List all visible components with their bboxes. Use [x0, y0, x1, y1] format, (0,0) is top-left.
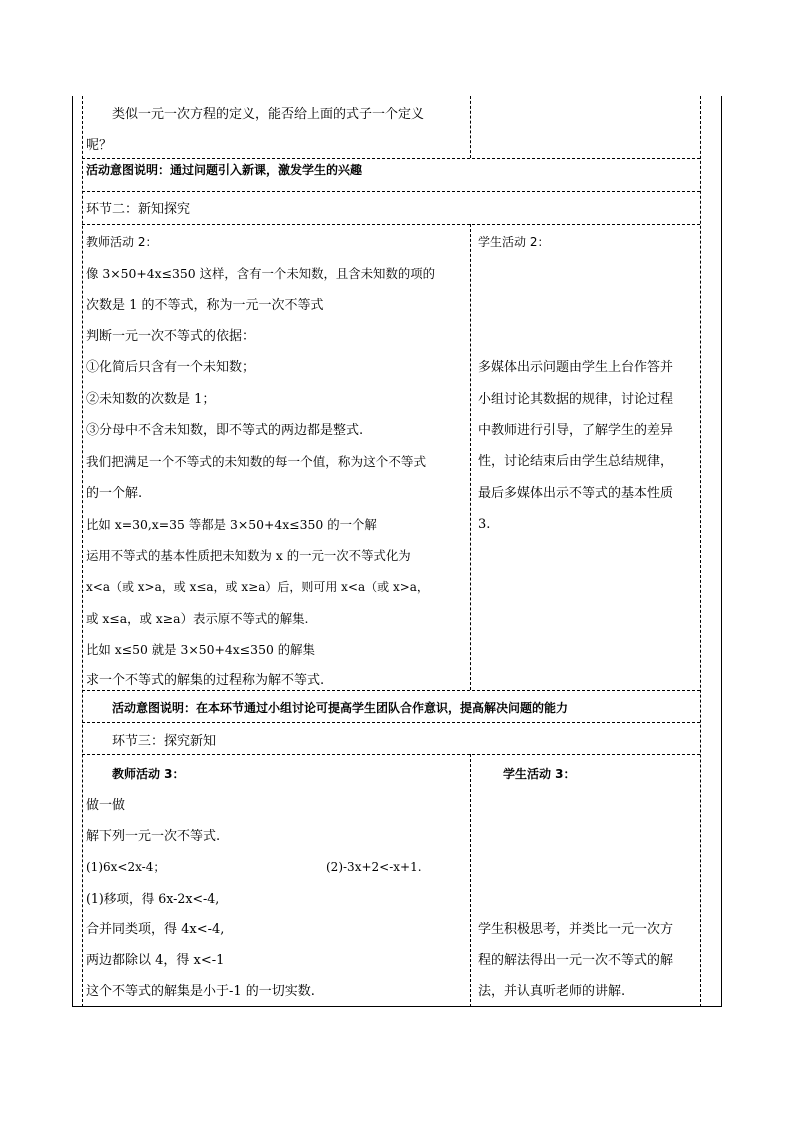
- text-line: 的一个解.: [86, 486, 143, 501]
- activity-intent-1: 活动意图说明：通过问题引入新课，激发学生的兴趣: [86, 163, 363, 177]
- text-line: 求一个不等式的解集的过程称为解不等式.: [86, 673, 325, 688]
- row-divider: [82, 158, 700, 159]
- text-line: 小组讨论其数据的规律，讨论过程: [478, 392, 674, 407]
- text-line: 运用不等式的基本性质把未知数为 x 的一元一次不等式化为: [86, 548, 411, 563]
- text-line: 多媒体出示问题由学生上台作答并: [478, 360, 674, 375]
- text-line: 两边都除以 4，得 x<-1: [86, 953, 225, 968]
- text-line: 最后多媒体出示不等式的基本性质: [478, 486, 674, 501]
- text-line: 法，并认真听老师的讲解.: [478, 984, 626, 999]
- text-line: 这个不等式的解集是小于-1 的一切实数.: [86, 984, 315, 999]
- text-line: 解下列一元一次不等式.: [86, 829, 221, 844]
- definition-question-cont: 呢？: [86, 138, 113, 153]
- inner-right-border: [700, 96, 701, 1007]
- teacher-activity-2-title: 教师活动 2：: [86, 235, 158, 249]
- text-line: 比如 x≤50 就是 3×50+4x≤350 的解集: [86, 642, 315, 657]
- text-line: 判断一元一次不等式的依据：: [86, 329, 256, 344]
- text-line: 像 3×50+4x≤350 这样，含有一个未知数，且含未知数的项的: [86, 266, 436, 281]
- section-title-3: 环节三：探究新知: [112, 734, 217, 749]
- row-divider: [82, 224, 700, 225]
- equation-2: (2)-3x+2<-x+1.: [326, 860, 422, 874]
- text-line: 合并同类项，得 4x<-4,: [86, 922, 225, 937]
- text-line: x<a（或 x>a，或 x≤a，或 x≥a）后，则可用 x<a（或 x>a，: [86, 580, 429, 594]
- text-line: 程的解法得出一元一次不等式的解: [478, 953, 674, 968]
- row-divider: [82, 191, 700, 192]
- row-divider: [82, 722, 700, 723]
- column-divider-r7: [470, 754, 471, 1007]
- text-line: 或 x≤a，或 x≥a）表示原不等式的解集.: [86, 611, 309, 626]
- equation-1: (1)6x<2x-4；: [86, 860, 166, 874]
- text-line: 性，讨论结束后由学生总结规律，: [478, 454, 674, 469]
- student-activity-3-title: 学生活动 3：: [503, 767, 576, 781]
- teacher-activity-3-title: 教师活动 3：: [112, 767, 185, 781]
- table-bottom-border: [72, 1006, 722, 1007]
- text-line: 做一做: [86, 798, 126, 813]
- text-line: 中教师进行引导，了解学生的差异: [478, 423, 674, 438]
- text-line: 我们把满足一个不等式的未知数的每一个值，称为这个不等式: [86, 454, 427, 469]
- text-line: ②未知数的次数是 1；: [86, 392, 216, 407]
- text-line: 次数是 1 的不等式，称为一元一次不等式: [86, 298, 324, 313]
- text-line: 比如 x=30,x=35 等都是 3×50+4x≤350 的一个解: [86, 517, 377, 532]
- activity-intent-2: 活动意图说明：在本环节通过小组讨论可提高学生团队合作意识，提高解决问题的能力: [112, 701, 569, 715]
- row-divider: [82, 754, 700, 755]
- row-divider: [82, 690, 700, 691]
- section-title-2: 环节二：新知探究: [86, 202, 191, 217]
- text-line: 学生积极思考，并类比一元一次方: [478, 922, 674, 937]
- text-line: (1)移项，得 6x-2x<-4,: [86, 891, 220, 906]
- column-divider-r1: [470, 96, 471, 158]
- table-left-border: [72, 96, 73, 1007]
- definition-question: 类似一元一次方程的定义，能否给上面的式子一个定义: [112, 107, 425, 122]
- inner-left-border: [82, 96, 83, 1007]
- text-line: ①化简后只含有一个未知数；: [86, 360, 256, 375]
- column-divider-r4: [470, 224, 471, 690]
- student-activity-2-title: 学生活动 2：: [478, 235, 550, 249]
- text-line: 3.: [478, 517, 491, 532]
- table-right-border: [721, 96, 722, 1007]
- text-line: ③分母中不含未知数，即不等式的两边都是整式.: [86, 423, 364, 438]
